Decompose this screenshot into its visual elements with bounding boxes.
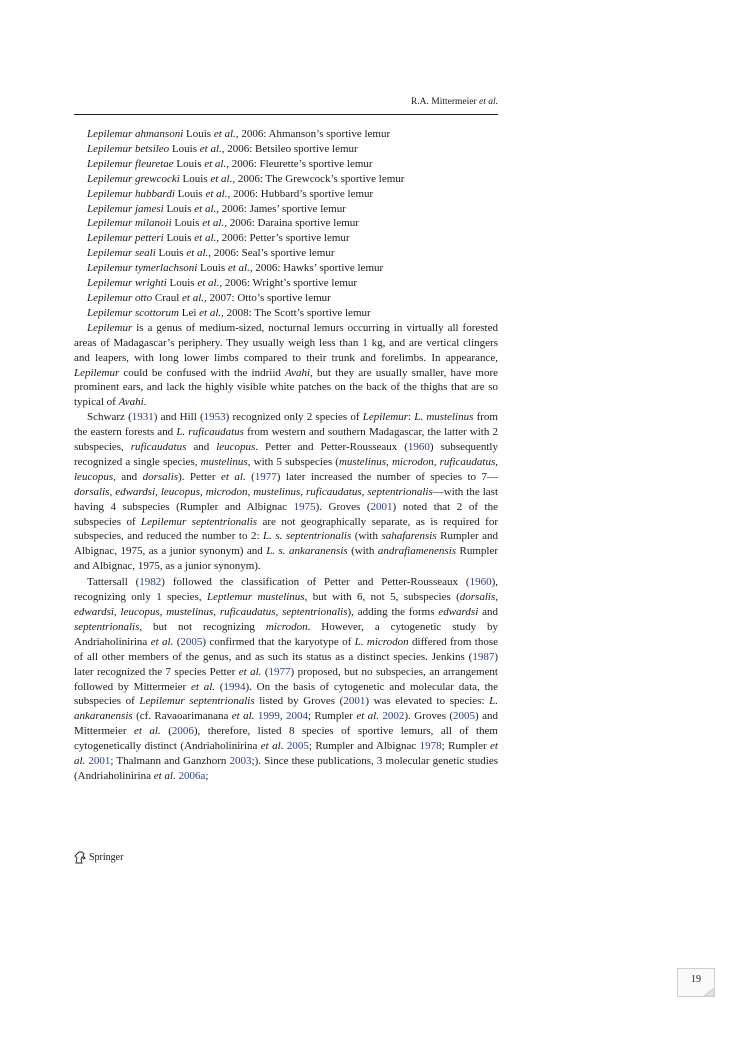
reference-link[interactable]: 2001	[88, 755, 111, 768]
species-entry: Lepilemur grewcocki Louis et al., 2006: The Grewcock’s sportive lemur	[87, 172, 405, 185]
reference-link[interactable]: 2003	[229, 755, 252, 768]
body-text	[74, 127, 498, 784]
reference-link[interactable]: 1977	[254, 470, 277, 483]
reference-link[interactable]: 2006a	[178, 769, 206, 782]
species-entry: Lepilemur petteri Louis et al., 2006: Petter’s sportive lemur	[87, 232, 350, 245]
publisher-logo	[74, 851, 123, 864]
reference-link[interactable]: 2006	[171, 725, 194, 738]
page-curl-icon	[704, 988, 714, 996]
paragraph-early-classification: Schwarz (1931) and Hill (1953) recognized only 2 species of Lepilemur: L. mustelinus from the eastern forests and L. ruficaudatus from western and southern Madagascar, the latter with 2 subspecies, ruficaudatus and leucopus. Petter and Petter-Rousseaux (1960) subsequently recognized a single species, mustelinus, with 5 subspecies (mustelinus, microdon, ruficaudatus, leucopus, and dorsalis). Petter et al. (1977) later increased the number of species to 7—dorsalis, edwardsi, leucopus, microdon, mustelinus, ruficaudatus, septentrionalis—with the last having 4 subspecies (Rumpler and Albignac 1975). Groves (2001) noted that 2 of the subspecies of Lepilemur septentrionalis are not geographically separate, as is required for subspecies, and reduced the number to 2: L. s. septentrionalis (with sahafarensis Rumpler and Albignac, 1975, as a junior synonym) and L. s. ankaranensis (with andrafiamenensis Rumpler and Albignac, 1975, as a junior synonym).	[74, 411, 499, 573]
species-entry: Lepilemur ahmansoni Louis et al., 2006: Ahmanson’s sportive lemur	[87, 128, 391, 140]
species-list	[74, 127, 498, 321]
species-entry: Lepilemur wrighti Louis et al., 2006: Wright’s sportive lemur	[87, 277, 358, 290]
reference-link[interactable]: 2001	[343, 695, 366, 708]
species-entry: Lepilemur seali Louis et al., 2006: Seal’s sportive lemur	[87, 247, 335, 260]
reference-link[interactable]: 1999	[257, 710, 280, 723]
reference-link[interactable]: 1960	[407, 441, 430, 454]
species-entry: Lepilemur tymerlachsoni Louis et al., 2006: Hawks’ sportive lemur	[87, 262, 384, 275]
reference-link[interactable]: 1977	[268, 665, 291, 678]
reference-link[interactable]: 1960	[469, 576, 492, 589]
reference-link[interactable]: 1931	[131, 411, 154, 424]
reference-link[interactable]: 2005	[453, 710, 476, 723]
publisher-name: Springer	[89, 852, 124, 863]
page-number: 19	[691, 974, 701, 985]
species-entry: Lepilemur milanoii Louis et al., 2006: Daraina sportive lemur	[87, 217, 359, 230]
page-number-box	[677, 968, 715, 997]
reference-link[interactable]: 2001	[370, 500, 393, 513]
species-entry: Lepilemur fleuretae Louis et al., 2006: Fleurette’s sportive lemur	[87, 157, 373, 170]
reference-link[interactable]: 1953	[203, 411, 226, 424]
running-head-authors: R.A. Mittermeier	[410, 97, 479, 107]
species-entry: Lepilemur scottorum Lei et al., 2008: The Scott’s sportive lemur	[87, 306, 371, 319]
species-entry: Lepilemur hubbardi Louis et al., 2006: Hubbard’s sportive lemur	[87, 187, 374, 200]
running-head-etal: et al.	[479, 97, 498, 107]
species-entry: Lepilemur betsileo Louis et al., 2006: Betsileo sportive lemur	[87, 142, 358, 155]
header-rule	[74, 114, 498, 115]
reference-link[interactable]: 2005	[180, 635, 203, 648]
reference-link[interactable]: 2005	[286, 740, 309, 753]
species-entry: Lepilemur jamesi Louis et al., 2006: James’ sportive lemur	[87, 202, 346, 215]
species-entry: Lepilemur otto Craul et al., 2007: Otto’s sportive lemur	[87, 291, 331, 304]
paragraph-later-classification: Tattersall (1982) followed the classification of Petter and Petter-Rousseaux (1960), recognizing only 1 species, Leptlemur mustelinus, but with 6, not 5, subspecies (dorsalis, edwardsi, leucopus, mustelinus, ruficaudatus, septentrionalis), adding the forms edwardsi and septentrionalis, but not recognizing microdon. However, a cytogenetic study by Andriaholinirina et al. (2005) confirmed that the karyotype of L. microdon differed from those of all other members of the genus, and as such its status as a distinct species. Jenkins (1987) later recognized the 7 species Petter et al. (1977) proposed, but no subspecies, an arrangement followed by Mittermeier et al. (1994). On the basis of cytogenetic and molecular data, the subspecies of Lepilemur septentrionalis listed by Groves (2001) was elevated to species: L. ankaranensis (cf. Ravaoarimanana et al. 1999, 2004; Rumpler et al. 2002). Groves (2005) and Mittermeier et al. (2006), therefore, listed 8 species of sportive lemurs, all of them cytogenetically distinct (Andriaholinirina et al. 2005; Rumpler and Albignac 1978; Rumpler et al. 2001; Thalmann and Ganzhorn 2003;). Since these publications, 3 molecular genetic studies (Andriaholinirina et al. 2006a;	[74, 576, 499, 782]
reference-link[interactable]: 1994	[223, 680, 246, 693]
paragraph-genus-description: Lepilemur is a genus of medium-sized, nocturnal lemurs occurring in virtually all forested areas of Madagascar’s periphery. They usually weigh less than 1 kg, and are vertical clingers and leapers, with long lower limbs compared to their trunk and forelimbs. In appearance, Lepilemur could be confused with the indriid Avahi, but they are usually smaller, have more prominent ears, and lack the highly visible white patches on the back of the thighs that are so typical of Avahi.	[74, 321, 498, 409]
reference-link[interactable]: 2004	[285, 710, 308, 723]
reference-link[interactable]: 2002	[382, 710, 405, 723]
reference-link[interactable]: 1987	[472, 650, 495, 663]
reference-link[interactable]: 1982	[139, 576, 162, 589]
springer-horse-icon	[74, 851, 86, 864]
reference-link[interactable]: 1975	[293, 500, 316, 513]
reference-link[interactable]: 1978	[419, 740, 442, 753]
running-head	[74, 97, 498, 107]
